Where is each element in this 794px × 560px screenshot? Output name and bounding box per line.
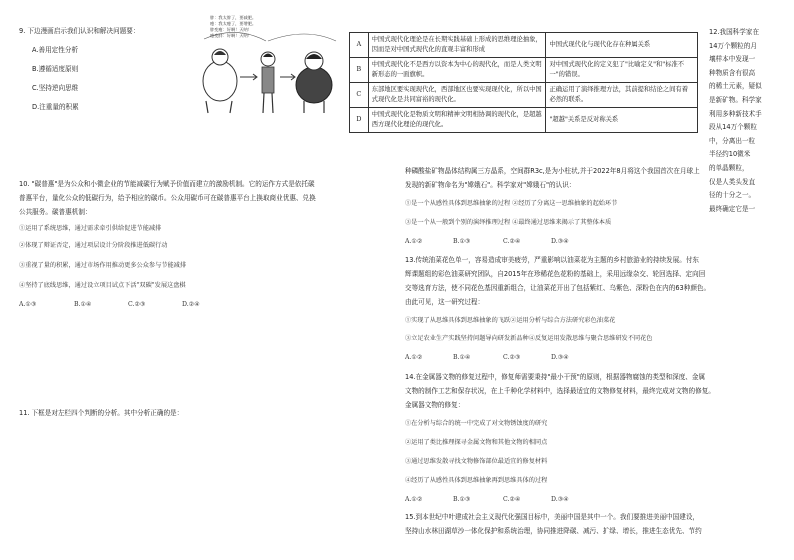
q9-option-b: B.遵循适度原则 (32, 65, 79, 73)
cartoon-drawing (196, 15, 341, 120)
table-row (350, 108, 698, 133)
q10-stem-3: 公共服务。碳普惠机制： (19, 208, 92, 216)
q13-choice-c: C.②③ (503, 354, 521, 361)
q14-choice-d: D.③④ (551, 496, 569, 503)
q15-stem-2: 坚持山水林田湖草沙一体化保护和系统治理，协同推进降碳、减污、扩绿、增长，推进生态优先、节约 (405, 527, 702, 535)
q11-row-a-left: 中国式现代化理论是在长期实践基础上形成的思维理论抽象，因而是对中国式现代化的直观丰富和形成 (368, 33, 546, 58)
q11-row-b-left: 中国式现代化不是西方以资本为中心的现代化，而是人类文明新形态的一面旗帜。 (368, 58, 546, 83)
q14-stem-1: 14.在金属器文物的修复过程中，修复师需要秉持"最小干预"的原则，根据器物腐蚀的类型和深度、金属 (405, 373, 706, 381)
q11-row-b-label: B (350, 58, 369, 83)
q12-line: 利用多种新技术手 (709, 109, 762, 118)
q12-cont-1: 种磷酸盐矿物晶体结构属三方晶系，空间群R3c,是为小柱状,并于2022年8月将这个我国首次在月球上 (405, 167, 700, 175)
q12-line: 径的十分之一。 (709, 191, 756, 200)
q9-cartoon (196, 15, 341, 120)
q10-choice-c: C.②③ (128, 301, 146, 308)
q12-line: 最终确定它是一 (709, 204, 756, 213)
q10-item-3: ③重视了量的积累，通过市场作用推动更多公众参与节能减排 (19, 262, 187, 269)
q12-item-2: ③是一个从一般到个别的演绎推理过程 ④最终通过思维来揭示了其整体本质 (405, 219, 612, 226)
q10-choice-d: D.②④ (182, 301, 200, 308)
q12-item-1: ①是一个从感性具体到思维抽象的过程 ②经历了分离这一思维抽象的起始环节 (405, 200, 618, 207)
q12-line: 14万个颗粒的月 (709, 41, 757, 50)
q15-stem-1: 15.到本世纪中叶建成社会主义现代化强国目标中，美丽中国是其中一个。我们要推进美丽中国建设， (405, 513, 700, 521)
q11-row-d-right: "超越"关系是反对称关系 (546, 108, 698, 133)
q12-choice-d: D.③④ (551, 238, 569, 245)
table-row (350, 83, 698, 108)
q12-choice-c: C.②④ (503, 238, 521, 245)
q11-stem: 11. 下框是对左栏四个判断的分析。其中分析正确的是： (19, 409, 184, 417)
q12-cont-2: 发现的新矿物命名为"嫦娥石"。科学家对"嫦娥石"的认识： (405, 181, 576, 189)
q11-row-a-right: 中国式现代化与现代化存在种属关系 (546, 33, 698, 58)
q11-row-b-right: 对中国式现代化的定义犯了"比喻定义"和"标准不一"的错误。 (546, 58, 698, 83)
q11-row-c-right: 正确运用了演绎推理方法，其前提和结论之间有着必然的联系。 (546, 83, 698, 108)
q12-line: 种物质含有很高 (709, 68, 756, 77)
q9-option-c: C.坚持逆向思维 (32, 84, 79, 92)
q14-choice-b: B.①③ (453, 496, 471, 503)
q13-item-2: ③立足农业生产实践坚持问题导向研发新品种④反复运用发散思维与聚合思维研发不同花色 (405, 335, 653, 342)
q12-side-text (709, 26, 787, 216)
table-row (350, 58, 698, 83)
cartoon-caption-4: 瘦变胖：好啊！天呐！ (210, 33, 252, 38)
q13-stem-4: 由此可见，这一研究过程： (405, 298, 485, 306)
cartoon-caption-3: 胖变瘦：好啊！天呐！ (210, 27, 252, 32)
q11-row-c-label: C (350, 83, 369, 108)
q12-line: 中，分离出一粒 (709, 136, 756, 145)
q12-line: 段从14万个颗粒 (709, 123, 757, 132)
q11-row-d-left: 中国式现代化是物质文明和精神文明相协调的现代化，是超越西方现代化理论的现代化。 (368, 108, 546, 133)
q11-row-d-label: D (350, 108, 369, 133)
q14-choice-a: A.①② (405, 496, 423, 503)
q12-line: 12.我国科学家在 (709, 28, 760, 36)
cartoon-caption-1: 胖：我太胖了，要减肥。 (210, 15, 257, 20)
q12-choice-a: A.①② (405, 238, 423, 245)
q9-option-a: A.善用定性分析 (32, 46, 79, 54)
q10-item-2: ②体现了辩证否定，通过项层设计分阶段推进低碳行动 (19, 242, 168, 249)
q10-stem-1: 10. "碳普惠"是为公众和小微企业的节能减碳行为赋予价值而建立的激励机制。它的运作方式是依托碳 (19, 180, 315, 188)
q10-choice-b: B.①④ (74, 301, 92, 308)
q13-stem-1: 13.传统油菜花色单一，容易造成审美疲劳，严重影响以油菜花为主题的乡村旅游业的持续发展。付东 (405, 256, 700, 264)
q14-item-3: ③通过思维发散寻找文物修饰部位最适宜的修复材料 (405, 458, 548, 465)
q12-line: 的单晶颗粒， (709, 163, 749, 172)
q12-line: 半径约10微米 (709, 150, 751, 159)
q13-stem-3: 交等选育方法，使不同花色基因重新组合，让油菜花开出了包括紫红、乌紫色、深粉色在内的63种颜色。 (405, 284, 711, 292)
q14-item-1: ①在分析与综合的统一中完成了对文物锈蚀度的研究 (405, 420, 548, 427)
q14-item-4: ④经历了从感性具体到思维抽象再到思维具体的过程 (405, 477, 548, 484)
q11-table (349, 32, 698, 133)
q11-row-a-label: A (350, 33, 369, 58)
q12-line: 的稀土元素，疑似 (709, 82, 762, 91)
q13-choice-b: B.①④ (453, 354, 471, 361)
q9-option-d: D.注重量的积累 (32, 103, 79, 111)
q12-line: 壤样本中发现一 (709, 55, 756, 64)
q12-choice-b: B.①③ (453, 238, 471, 245)
q13-item-1: ①实现了从思维具体到思维抽象的飞跃②运用分析与综合方法研究彩色油菜花 (405, 317, 616, 324)
cartoon-caption-2: 瘦：我太瘦了，要增肥。 (210, 21, 257, 26)
q10-item-4: ④坚持了底线思维，通过设立项目试点下活"双碳"发展这盘棋 (19, 282, 186, 289)
q10-choice-a: A.①③ (19, 301, 37, 308)
q14-item-2: ②运用了类比推理探寻金属文物和其他文物的相同点 (405, 439, 548, 446)
q14-stem-3: 金属器文物的修复： (405, 401, 465, 409)
table-row (350, 33, 698, 58)
q9-stem: 9. 下边漫画启示我们认识和解决问题要： (19, 27, 140, 35)
q12-line: 是新矿物。科学家 (709, 95, 762, 104)
q11-row-c-left: 东部地区要实现现代化，西部地区也要实现现代化，所以中国式现代化是共同富裕的现代化。 (368, 83, 546, 108)
q13-choice-a: A.①② (405, 354, 423, 361)
q10-item-1: ①运用了系统思维，通过需求牵引供给促进节能减排 (19, 225, 162, 232)
q12-line: 仅是人类头发直 (709, 177, 756, 186)
q13-stem-2: 辉课题组的彩色油菜研究团队，自2015年在珍稀花色花粉的基础上，采用远缘杂交、轮回选择、定向回 (405, 270, 706, 278)
q10-stem-2: 普惠平台，量化公众的低碳行为，给予相应的碳币。公众用碳币可在碳普惠平台上换取商业优惠、兑换 (19, 194, 316, 202)
q14-choice-c: C.②④ (503, 496, 521, 503)
q13-choice-d: D.③④ (551, 354, 569, 361)
q14-stem-2: 文物的制作工艺和保存状况，在上千种化学材料中，选择最适宜的文物修复材料，最终完成对文物的修复。 (405, 387, 715, 395)
